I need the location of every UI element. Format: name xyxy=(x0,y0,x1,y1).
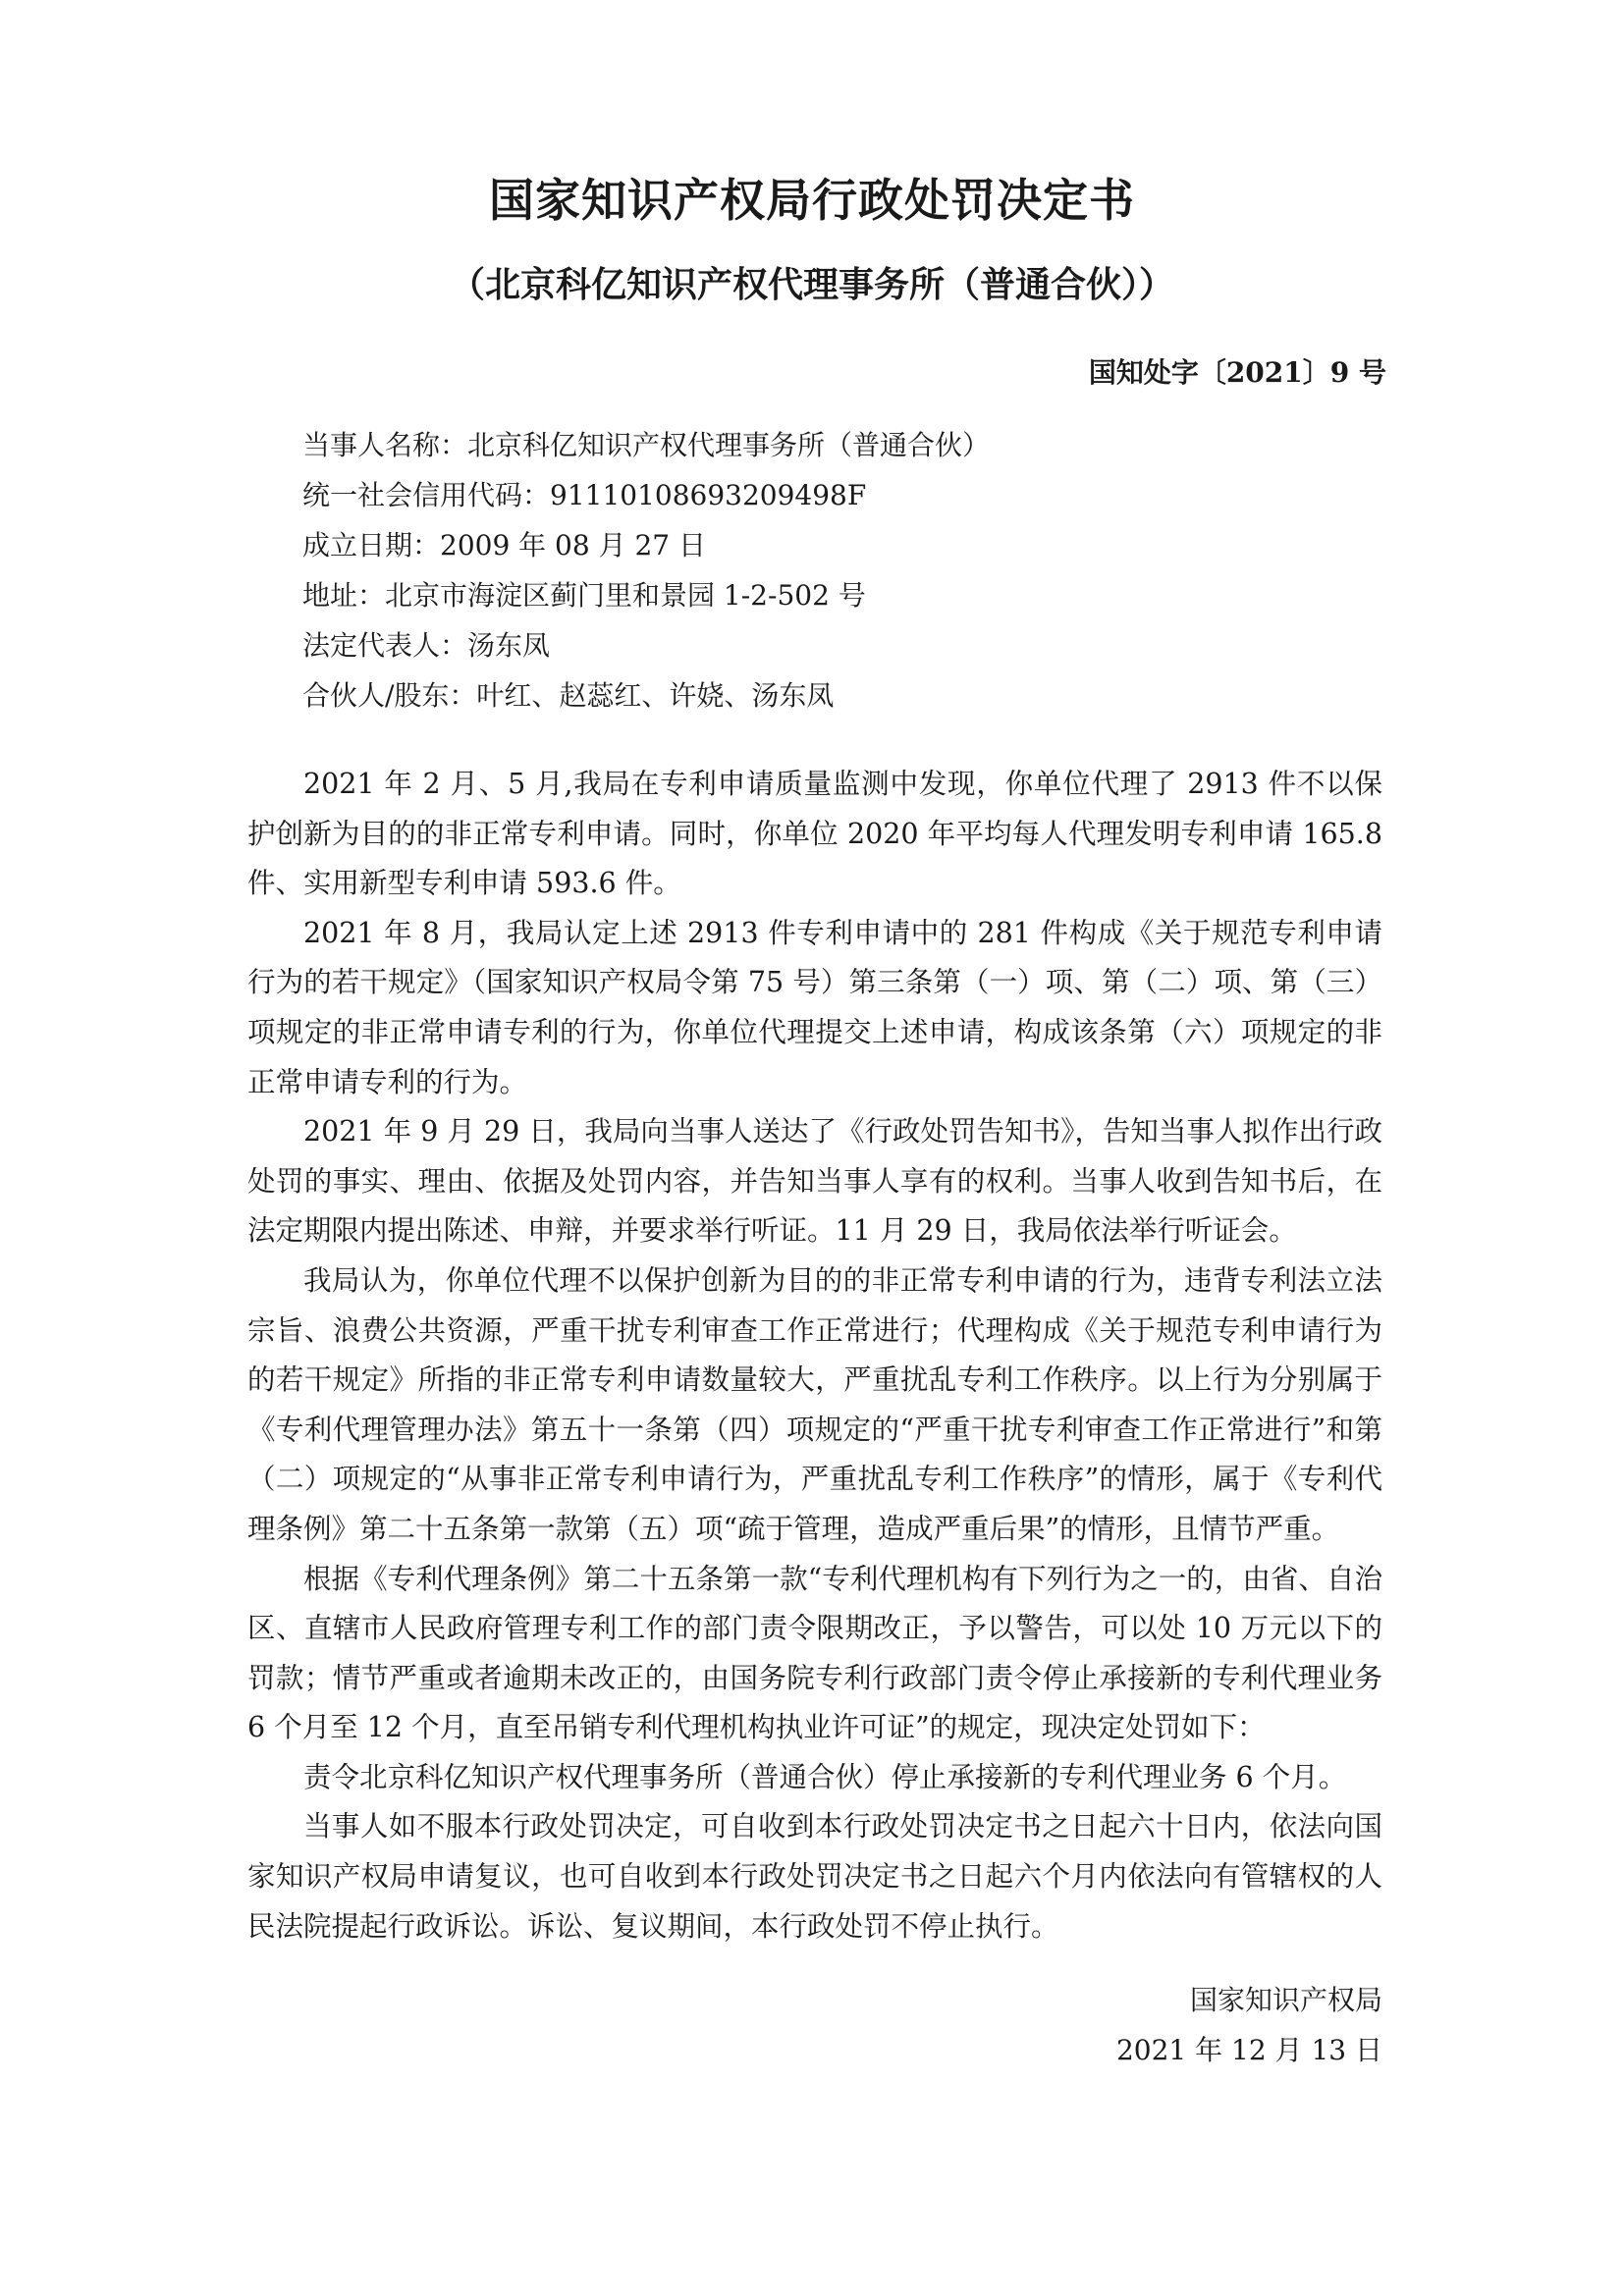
paragraph-appeal-rights: 当事人如不服本行政处罚决定，可自收到本行政处罚决定书之日起六十日内，依法向国家知识产权局申请复议，也可自收到本行政处罚决定书之日起六个月内依法向有管辖权的人民法院提起行政诉讼。诉讼、复议期间，本行政处罚不停止执行。 xyxy=(247,1810,1382,1943)
paragraph-reasoning: 我局认为，你单位代理不以保护创新为目的的非正常专利申请的行为，违背专利法立法宗旨、浪费公共资源，严重干扰专利审查工作正常进行；代理构成《关于规范专利申请行为的若干规定》所指的非正常专利申请数量较大，严重扰乱专利工作秩序。以上行为分别属于《专利代理管理办法》第五十一条第（四）项规定的“严重干扰专利审查工作正常进行”和第（二）项规定的“从事非正常专利申请行为，严重扰乱专利工作秩序”的情形，属于《专利代理条例》第二十五条第一款第（五）项“疏于管理，造成严重后果”的情形，且情节严重。 xyxy=(247,1263,1382,1545)
partners: 合伙人/股东：叶红、赵蕊红、许娆、汤东凤 xyxy=(302,679,835,712)
paragraph-determination: 2021 年 8 月，我局认定上述 2913 件专利申请中的 281 件构成《关于规范专利申请行为的若干规定》（国家知识产权局令第 75 号）第三条第（一）项、第（二）项、第（三）项规定的非正常申请专利的行为，你单位代理提交上述申请，构成该条第（六）项规定的非正常申请专利的行为。 xyxy=(247,916,1382,1098)
credit-code: 统一社会信用代码：91110108693209498F xyxy=(302,479,867,511)
signature-block xyxy=(1116,1975,1382,2075)
paragraph-notice: 2021 年 9 月 29 日，我局向当事人送达了《行政处罚告知书》，告知当事人拟作出行政处罚的事实、理由、依据及处罚内容，并告知当事人享有的权利。当事人收到告知书后，在法定期限内提出陈述、申辩，并要求举行听证。11 月 29 日，我局依法举行听证会。 xyxy=(247,1115,1382,1248)
document-title: 国家知识产权局行政处罚决定书 xyxy=(489,174,1135,227)
paragraph-penalty: 责令北京科亿知识产权代理事务所（普通合伙）停止承接新的专利代理业务 6 个月。 xyxy=(303,1760,1347,1793)
legal-representative: 法定代表人：汤东凤 xyxy=(302,629,551,662)
paragraph-findings: 2021 年 2 月、5 月,我局在专利申请质量监测中发现，你单位代理了 2913 件不以保护创新为目的的非正常专利申请。同时，你单位 2020 年平均每人代理发明专利申请 165.8 件、实用新型专利申请 593.6 件。 xyxy=(247,768,1382,900)
document-subtitle: （北京科亿知识产权代理事务所（普通合伙）） xyxy=(449,264,1174,305)
paragraph-legal-basis: 根据《专利代理条例》第二十五条第一款“专利代理机构有下列行为之一的，由省、自治区、直辖市人民政府管理专利工作的部门责令限期改正，予以警告，可以处 10 万元以下的罚款；情节严重或者逾期未改正的，由国务院专利行政部门责令停止承接新的专利代理业务 6 个月至 12 个月，直至吊销专利代理机构执业许可证”的规定，现决定处罚如下： xyxy=(247,1562,1382,1744)
document-number: 国知处字〔2021〕9 号 xyxy=(1088,356,1386,389)
issue-date: 2021 年 12 月 13 日 xyxy=(1115,2034,1382,2066)
party-info-list xyxy=(302,420,1382,721)
issuing-authority: 国家知识产权局 xyxy=(1189,1984,1382,2016)
party-name: 当事人名称：北京科亿知识产权代理事务所（普通合伙） xyxy=(302,429,991,461)
establish-date: 成立日期：2009 年 08 月 27 日 xyxy=(302,529,707,561)
document-body xyxy=(247,760,1382,1951)
address: 地址：北京市海淀区蓟门里和景园 1-2-502 号 xyxy=(302,579,866,612)
